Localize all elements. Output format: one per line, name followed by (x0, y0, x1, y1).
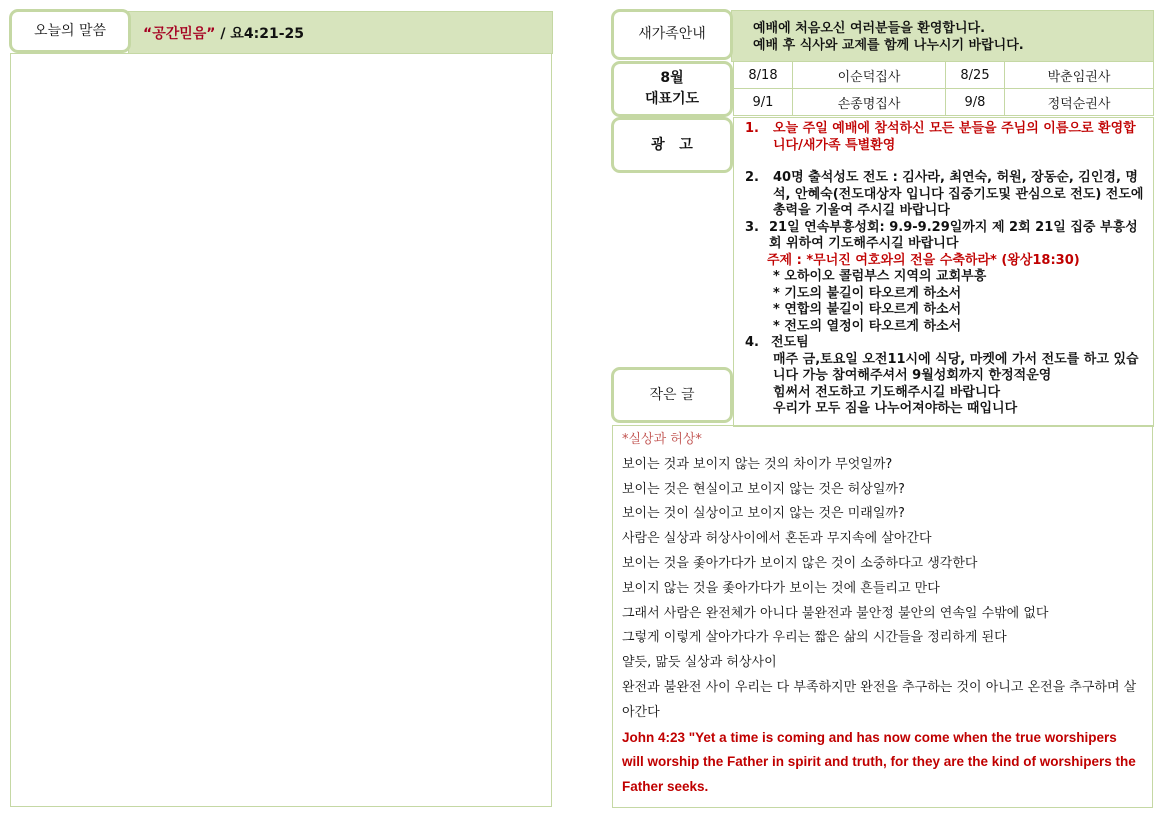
ad-item-4 (745, 335, 1145, 352)
essay-line: 보이는 것과 보이지 않는 것의 차이가 무엇일까? (622, 456, 893, 472)
ad-item-2-text: 40명 출석성도 전도 : 김사라, 최연숙, 허원, 장동순, 김인경, 명석, 안혜숙(전도대상자 입니다 집중기도및 관심으로 전도) 전도에 총력을 기울여 주시길 바랍니다 (773, 170, 1144, 218)
ads-content (745, 121, 1145, 418)
ad-item-4-line: 우리가 모두 짐을 나누어져야하는 때입니다 (773, 401, 1018, 416)
essay-line: 얄듯, 맒듯 실상과 허상사이 (622, 655, 777, 671)
ad-item-4-number: 4. (745, 335, 759, 350)
ad-item-3-text: 21일 연속부흥성회: 9.9-9.29일까지 제 2회 21일 집중 부흥성회 위하여 기도해주시길 바랍니다 (769, 219, 1138, 251)
prayer-name: 손종명집사 (793, 89, 946, 116)
sermon-reference: / 요4:21-25 (215, 25, 305, 42)
sermon-tab (9, 9, 131, 53)
ad-item-4-line: 매주 금,토요일 오전11시에 식당, 마켓에 가서 전도를 하고 있습니다 가능 참여해주셔서 9월성회까지 한정적운영 (773, 351, 1139, 383)
ad-item-2 (745, 170, 1145, 220)
essay-line: 그렇게 이렇게 살아가다가 우리는 짧은 삶의 시간들을 정리하게 된다 (622, 630, 1007, 646)
ad-item-3 (745, 220, 1145, 253)
essay-line: 완전과 불완전 사이 우리는 다 부족하지만 완전을 추구하는 것이 아니고 온전을 추구하며 살아간다 (622, 679, 1137, 720)
essay-content (622, 428, 1140, 800)
sermon-title-bar (128, 11, 553, 54)
prayer-date: 8/18 (734, 62, 793, 89)
prayer-schedule-table (733, 61, 1154, 116)
sermon-title: “공간믿음” (143, 25, 216, 42)
essay-line: 보이는 것을 좇아가다가 보이지 않은 것이 소중하다고 생각한다 (622, 555, 978, 571)
table-row (734, 62, 1154, 89)
essay-title: *실상과 허상* (622, 432, 702, 447)
ad-item-1-number: 1. (745, 121, 759, 136)
ad-item-3-theme: 주제 : *무너진 여호와의 전을 수축하라* (왕상18:30) (767, 252, 1080, 268)
ad-item-1-text: 오늘 주일 예배에 참석하신 모든 분들을 주님의 이름으로 환영합니다/새가족 특별환영 (773, 121, 1136, 153)
prayer-name: 이순덕집사 (793, 62, 946, 89)
ads-tab-label: 광 고 (651, 136, 693, 153)
ad-item-1 (745, 121, 1145, 154)
essay-line: 보이는 것이 실상이고 보이지 않는 것은 미래일까? (622, 506, 905, 522)
prayer-tab-month: 8월 (660, 70, 684, 86)
sermon-body-box (10, 53, 552, 807)
ad-item-4-line: 힘써서 전도하고 기도해주시길 바랍니다 (773, 384, 1001, 400)
ad-item-2-number: 2. (745, 170, 759, 185)
essay-tab (611, 367, 733, 423)
essay-line: 그래서 사람은 완전체가 아니다 불완전과 불안정 불안의 연속일 수밖에 없다 (622, 605, 1049, 621)
prayer-name: 박춘임권사 (1005, 62, 1154, 89)
essay-line: 보이는 것은 현실이고 보이지 않는 것은 허상일까? (622, 481, 905, 497)
newcomer-line-2: 예배 후 식사와 교제를 함께 나누시기 바랍니다. (753, 38, 1024, 53)
newcomer-tab (611, 9, 733, 60)
prayer-date: 8/25 (946, 62, 1005, 89)
ad-item-3-bullet: * 전도의 열정이 타오르게 하소서 (773, 318, 962, 334)
ad-item-3-bullet: * 연합의 불길이 타오르게 하소서 (773, 302, 962, 317)
ad-item-4-title: 전도팀 (771, 335, 809, 350)
prayer-tab-label: 대표기도 (644, 91, 700, 107)
essay-line: 보이지 않는 것을 좇아가다가 보이는 것에 흔들리고 만다 (622, 580, 940, 596)
newcomer-line-1: 예배에 처음오신 여러분들을 환영합니다. (753, 21, 986, 36)
ad-item-3-bullet: * 기도의 불길이 타오르게 하소서 (773, 285, 962, 301)
sermon-tab-label: 오늘의 말씀 (33, 22, 107, 39)
essay-verse: John 4:23 "Yet a time is coming and has now come when the true worshipers will worship the Father in spirit and truth, for they are the kind of worshipers the Father seeks. (622, 729, 1136, 795)
ads-tab (611, 117, 733, 173)
essay-line: 사람은 실상과 허상사이에서 혼돈과 무지속에 살아간다 (622, 531, 932, 547)
prayer-date: 9/1 (734, 89, 793, 116)
newcomer-tab-label: 새가족안내 (638, 26, 706, 42)
prayer-date: 9/8 (946, 89, 1005, 116)
ad-item-3-number: 3. (745, 219, 759, 235)
table-row (734, 89, 1154, 116)
prayer-tab (611, 61, 733, 117)
ad-item-3-bullet: * 오하이오 콜럼부스 지역의 교회부흥 (773, 269, 987, 284)
prayer-name: 정덕순권사 (1005, 89, 1154, 116)
essay-tab-label: 작은 글 (649, 386, 695, 403)
newcomer-box (731, 10, 1154, 62)
